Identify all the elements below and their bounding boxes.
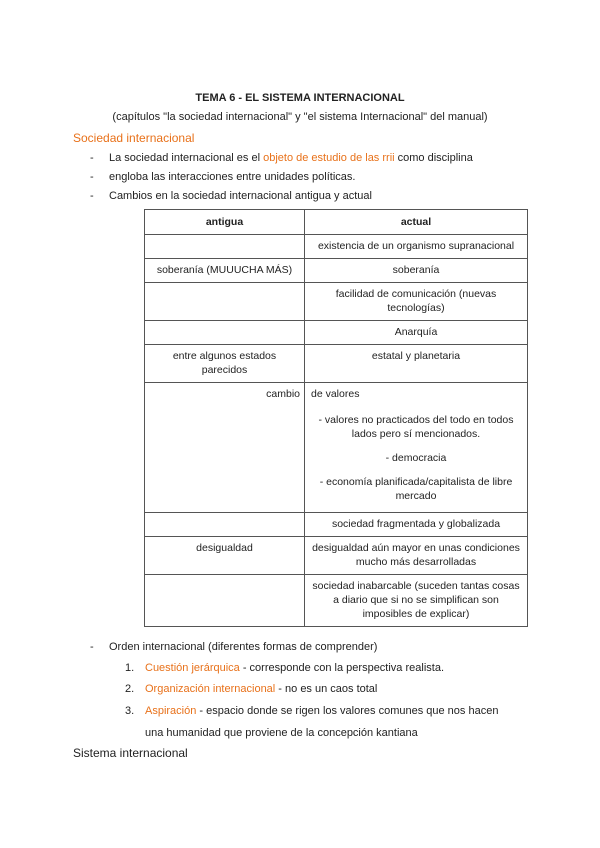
item-number: 2. bbox=[125, 683, 135, 695]
cell-actual: soberanía bbox=[305, 259, 528, 283]
valores-head: de valores bbox=[311, 388, 360, 400]
bullet-dash: - bbox=[90, 171, 94, 183]
valores-item: - economía planificada/capitalista de libre mercado bbox=[319, 476, 513, 502]
section-heading-sistema: Sistema internacional bbox=[73, 746, 188, 760]
highlight-text: Cuestión jerárquica bbox=[145, 662, 240, 674]
page-subtitle: (capítulos "la sociedad internacional" y "el sistema Internacional" del manual) bbox=[112, 111, 488, 123]
item-number: 3. bbox=[125, 705, 135, 717]
comparison-table bbox=[144, 209, 528, 627]
cell-antigua: soberanía (MUUUCHA MÁS) bbox=[145, 259, 305, 283]
bullet-dash: - bbox=[90, 152, 94, 164]
table-row bbox=[145, 345, 528, 383]
item-number: 1. bbox=[125, 662, 135, 674]
table-row bbox=[145, 321, 528, 345]
bullet-dash: - bbox=[90, 641, 94, 653]
cell-cambio: cambio bbox=[145, 383, 305, 513]
table-row bbox=[145, 259, 528, 283]
cell-antigua bbox=[145, 321, 305, 345]
valores-item: - democracia bbox=[385, 452, 447, 464]
cell-actual: sociedad inabarcable (suceden tantas cosas a diario que si no se simplifican son imposibles de explicar) bbox=[305, 575, 528, 627]
cell-actual: existencia de un organismo supranacional bbox=[305, 235, 528, 259]
cell-antigua bbox=[145, 283, 305, 321]
table-row bbox=[145, 283, 528, 321]
cell-actual: estatal y planetaria bbox=[305, 345, 528, 383]
table-row-valores bbox=[145, 383, 528, 513]
item-text: - no es un caos total bbox=[275, 683, 378, 695]
header-antigua: antigua bbox=[145, 210, 305, 235]
cell-valores bbox=[305, 383, 528, 513]
highlight-text: objeto de estudio de las rrii bbox=[263, 152, 395, 164]
cell-actual: sociedad fragmentada y globalizada bbox=[305, 513, 528, 537]
cell-antigua bbox=[145, 575, 305, 627]
item-text: una humanidad que proviene de la concepción kantiana bbox=[145, 727, 418, 739]
cell-antigua bbox=[145, 513, 305, 537]
valores-item: - valores no practicados del todo en todos lados pero sí mencionados. bbox=[318, 414, 514, 440]
bullet-text: como disciplina bbox=[394, 152, 473, 164]
header-actual: actual bbox=[305, 210, 528, 235]
bullet-text: La sociedad internacional es el bbox=[109, 152, 264, 164]
bullet-text: Cambios en la sociedad internacional antigua y actual bbox=[109, 190, 372, 202]
highlight-text: Organización internacional bbox=[145, 683, 276, 695]
cell-antigua: desigualdad bbox=[145, 537, 305, 575]
cell-actual: Anarquía bbox=[305, 321, 528, 345]
cell-actual: facilidad de comunicación (nuevas tecnologías) bbox=[305, 283, 528, 321]
section-heading-sociedad: Sociedad internacional bbox=[73, 131, 195, 145]
cell-actual: desigualdad aún mayor en unas condiciones mucho más desarrolladas bbox=[305, 537, 528, 575]
table-header-row bbox=[145, 210, 528, 235]
table-row bbox=[145, 537, 528, 575]
cell-antigua bbox=[145, 235, 305, 259]
item-text: - espacio donde se rigen los valores comunes que nos hacen bbox=[196, 705, 499, 717]
highlight-text: Aspiración bbox=[145, 705, 197, 717]
bullet-text: engloba las interacciones entre unidades políticas. bbox=[109, 171, 356, 183]
cell-antigua: entre algunos estados parecidos bbox=[145, 345, 305, 383]
bullet-dash: - bbox=[90, 190, 94, 202]
page-title: TEMA 6 - EL SISTEMA INTERNACIONAL bbox=[195, 92, 405, 104]
item-text: - corresponde con la perspectiva realista. bbox=[239, 662, 444, 674]
table-row bbox=[145, 513, 528, 537]
bullet-text: Orden internacional (diferentes formas de comprender) bbox=[109, 641, 378, 653]
table-row bbox=[145, 575, 528, 627]
table-row bbox=[145, 235, 528, 259]
